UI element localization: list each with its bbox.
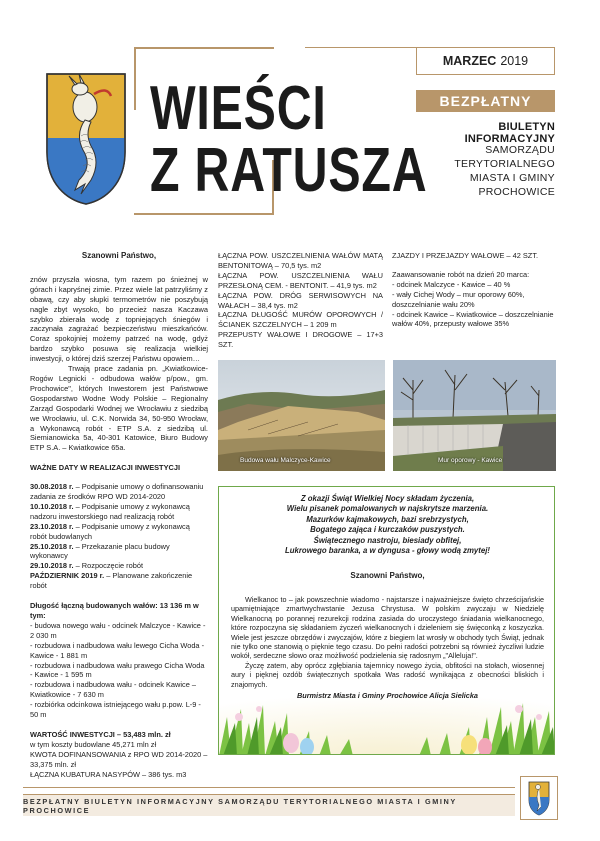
easter-paragraph: Życzę zatem, aby oprócz zgłębiania tajemnicy nowego życia, obfitości na stołach, wiosennej aury i pięknej ozdób świątecznych spotkała Was radość wynikająca z obecności bliskich i znajomych.	[231, 660, 544, 689]
date-item	[30, 482, 208, 502]
stat-item: ŁĄCZNA POW. USZCZELNIENIA WAŁÓW MATĄ BENTONITOWĄ – 70,5 tys. m2	[218, 251, 383, 270]
stat-item: ZJAZDY I PRZEJAZDY WAŁOWE – 42 SZT.	[392, 251, 539, 260]
date-text: – Przekazanie placu budowy wykonawcy	[30, 541, 170, 561]
footer-crest-box	[520, 776, 558, 820]
value-list	[30, 740, 208, 780]
photo-retaining-wall	[393, 360, 556, 471]
value-item: KWOTA DOFINANSOWANIA z RPO WD 2014-2020 – 33,375 mln. zł	[30, 749, 208, 769]
date-item	[30, 571, 208, 591]
date-text: – Podpisanie umowy o dofinansowaniu zadania ze środków RPO WD 2014-2020	[30, 482, 204, 502]
frame-bottom-line	[134, 213, 274, 215]
date-text: – Planowane zakończenie robót	[30, 571, 193, 591]
value-item: w tym koszty budowlane 45,271 mln zł	[30, 739, 157, 749]
easter-greeting: Szanowni Państwo,	[350, 571, 425, 580]
wish-line: Mazurków kajmakowych, bazi srebrzystych,	[306, 514, 469, 524]
publisher-line: MIASTA I GMINY	[469, 172, 555, 184]
length-item: - rozbudowa i nadbudowa wału lewego Cicha Woda - Kawice - 1 881 m	[30, 640, 205, 660]
publisher-line: SAMORZĄDU	[485, 144, 555, 156]
photo-construction-image	[218, 360, 385, 471]
column-1	[30, 251, 208, 780]
value-heading: WARTOŚĆ INWESTYCJI – 53,483 mln. zł	[30, 729, 171, 739]
date-value: PAŹDZIERNIK 2019 r.	[30, 571, 105, 581]
photo-construction	[218, 360, 385, 471]
length-item: - rozbiórka odcinkowa istniejącego wału p.pow. L-9 - 50 m	[30, 700, 201, 720]
stat-item: PRZEPUSTY WAŁOWE I DROGOWE – 17+3 SZT.	[218, 330, 383, 350]
date-value: 29.10.2018 r.	[30, 561, 74, 571]
progress-item: - odcinek Kawice – Kwiatkowice – doszczelnianie wałów 40%, przepusty wałowe 35%	[392, 309, 554, 329]
progress-heading: Zaawansowanie robót na dzień 20 marca:	[392, 269, 530, 279]
length-heading: Długość łączną budowanych wałów: 13 136 m w tym:	[30, 601, 199, 620]
title-line-1: WIEŚCI	[150, 74, 327, 143]
date-item	[30, 502, 208, 522]
date-item	[30, 542, 208, 562]
date-item	[30, 561, 208, 571]
intro-paragraph: znów przyszła wiosna, tym razem po śnieżnej w górach i kapryśnej zimie. Przez wiele lat patrzyliśmy z obawą, czy aby słupki termometrów nie poszybują nagle zbyt wysoko, bo przecież nasza Kaczawa szybko zbierała wodę z topniejących śniegów i zaczynała zagrażać bezpieczeństwu mieszkańców. Coraz spokojniej możemy patrzeć na wodę, gdyż bardzo szybko posuwa się realizacja wielkiej inwestycji, o której dziś szerzej Państwu opowiem…	[30, 274, 208, 364]
photo-caption: Mur oporowy - Kawice	[438, 457, 503, 464]
stat-item: ŁĄCZNA DŁUGOŚĆ MURÓW OPOROWYCH / ŚCIANEK SZCZELNYCH – 1 209 m	[218, 310, 383, 330]
footer-divider	[23, 787, 515, 788]
mayor-signature: Burmistrz Miasta i Gminy Prochowice Alicja Sielicka	[296, 691, 478, 700]
stat-item: ŁĄCZNA POW. USZCZELNIENIA WAŁU PRZESŁONĄ CEM. - BENTONIT. – 41,9 tys. m2	[218, 270, 383, 290]
photo-caption: Budowa wału Malczyce-Kawice	[240, 457, 331, 464]
free-badge: BEZPŁATNY	[416, 90, 555, 112]
length-item: - rozbudowa i nadbudowa wału prawego Cicha Woda - Kawice - 1 595 m	[30, 660, 205, 680]
publisher-line: TERYTORIALNEGO	[454, 158, 555, 170]
value-item: ŁĄCZNA KUBATURA NASYPÓW – 386 tys. m3	[30, 769, 187, 779]
easter-body	[231, 595, 544, 689]
issue-year: 2019	[500, 54, 529, 68]
issue-month: MARZEC	[442, 54, 497, 68]
publisher-line: PROCHOWICE	[478, 186, 555, 198]
easter-greetings-box	[218, 486, 555, 755]
greeting-heading: Szanowni Państwo,	[81, 251, 157, 260]
progress-item: - odcinek Malczyce - Kawice – 40 %	[392, 279, 511, 289]
date-value: 23.10.2018 r.	[30, 521, 74, 531]
frame-top-right-line	[305, 47, 416, 48]
frame-left-line	[134, 47, 136, 110]
photo-wall-image	[393, 360, 556, 471]
issue-date	[416, 47, 555, 75]
frame-top-line	[134, 47, 274, 49]
date-item	[30, 522, 208, 542]
wish-line: Wielu pisanek pomalowanych w najskrytsze marzenia.	[286, 504, 489, 514]
bulletin-label: BIULETYN INFORMACYJNY	[464, 121, 555, 145]
date-text: – Podpisanie umowy z wykonawcą robót budowlanych	[30, 521, 190, 541]
investment-paragraph: Trwają prace zadania pn. „Kwiatkowice-Rogów Legnicki - odbudowa wałów p/pow., gm. Prochowice", których Inwestorem jest Państwowe Gospodarstwo Wodne Wody Polskie – Regionalny Zarząd Gospodarki Wodnej we Wrocławiu z siedzibą we Wrocławiu, ul. C.K. Norwida 34, 50-950 Wrocław, a Wykonawcą robót - ETP S.A. z siedzibą ul. Siemianowicka 5a, 40-301 Katowice, Biuro Budowy ETP S.A. – Kwiatkowice 65a.	[30, 364, 208, 453]
footer-crest-icon	[521, 777, 557, 819]
date-text: – Podpisanie umowy z wykonawcą nadzoru inwestorskiego nad realizacją robót	[30, 501, 190, 521]
length-item: - budowa nowego wału - odcinek Malczyce - Kawice - 2 030 m	[30, 620, 206, 640]
crest-logo	[45, 72, 127, 206]
length-item: - rozbudowa i nadbudowa wału - odcinek Kawice – Kwiatkowice - 7 630 m	[30, 680, 196, 700]
wish-line: Lukrowego baranka, a w dyngusa - głowy wodą zmytej!	[285, 546, 490, 556]
publisher-block	[420, 143, 555, 199]
wish-line: Świątecznego nastroju, biesiady obfitej,	[313, 535, 462, 545]
wish-line: Bogatego zająca i kurczaków puszystych.	[310, 525, 465, 535]
column-2	[218, 251, 383, 350]
wish-line: Z okazji Świąt Wielkiej Nocy składam życzenia,	[300, 494, 475, 503]
dates-heading: WAŻNE DATY W REALIZACJI INWESTYCJI	[30, 463, 181, 473]
title-line-2: Z RATUSZA	[150, 136, 428, 205]
dates-list	[30, 482, 208, 591]
date-value: 10.10.2018 r.	[30, 501, 74, 511]
date-text: – Rozpoczęcie robót	[73, 561, 144, 571]
easter-wishes	[229, 494, 546, 556]
stat-item: ŁĄCZNA POW. DRÓG SERWISOWYCH NA WAŁACH – 38,4 tys. m2	[218, 290, 383, 310]
footer-bar: BEZPŁATNY BIULETYN INFORMACYJNY SAMORZĄDU TERYTORIALNEGO MIASTA I GMINY PROCHOWICE	[23, 794, 515, 816]
length-list	[30, 621, 208, 720]
spacer	[392, 261, 555, 270]
date-value: 30.08.2018 r.	[30, 482, 74, 492]
progress-item: - wały Cichej Wody – mur oporowy 60%, doszczelnianie wału 20%	[392, 289, 525, 309]
easter-paragraph: Wielkanoc to – jak powszechnie wiadomo - najstarsze i najważniejsze święto chrześcijańskie upamiętniające zmartwychwstanie Jezusa Chrystusa. W polskim zwyczaju w Niedzielę Wielkanocną po porannej rezurekcji rodzina zasiada do uroczystego śniadania wielkanocnego, które rozpoczyna się składaniem życzeń wielkanocnych i dzieleniem się święconką z koszyczka. Wiele jest jeszcze obrzędów i zwyczajów, które z biegiem lat wrosły w obchody tych Świąt, jednak nie tylko one stanowią o pięknie tego czasu. Do pełni radości potrzebni są również życzliwi ludzie wokół, serdeczne słowo oraz możliwość podzielenia się radosnym „"Alleluja!".	[231, 595, 544, 661]
date-value: 25.10.2018 r.	[30, 541, 74, 551]
column-3	[392, 251, 555, 329]
